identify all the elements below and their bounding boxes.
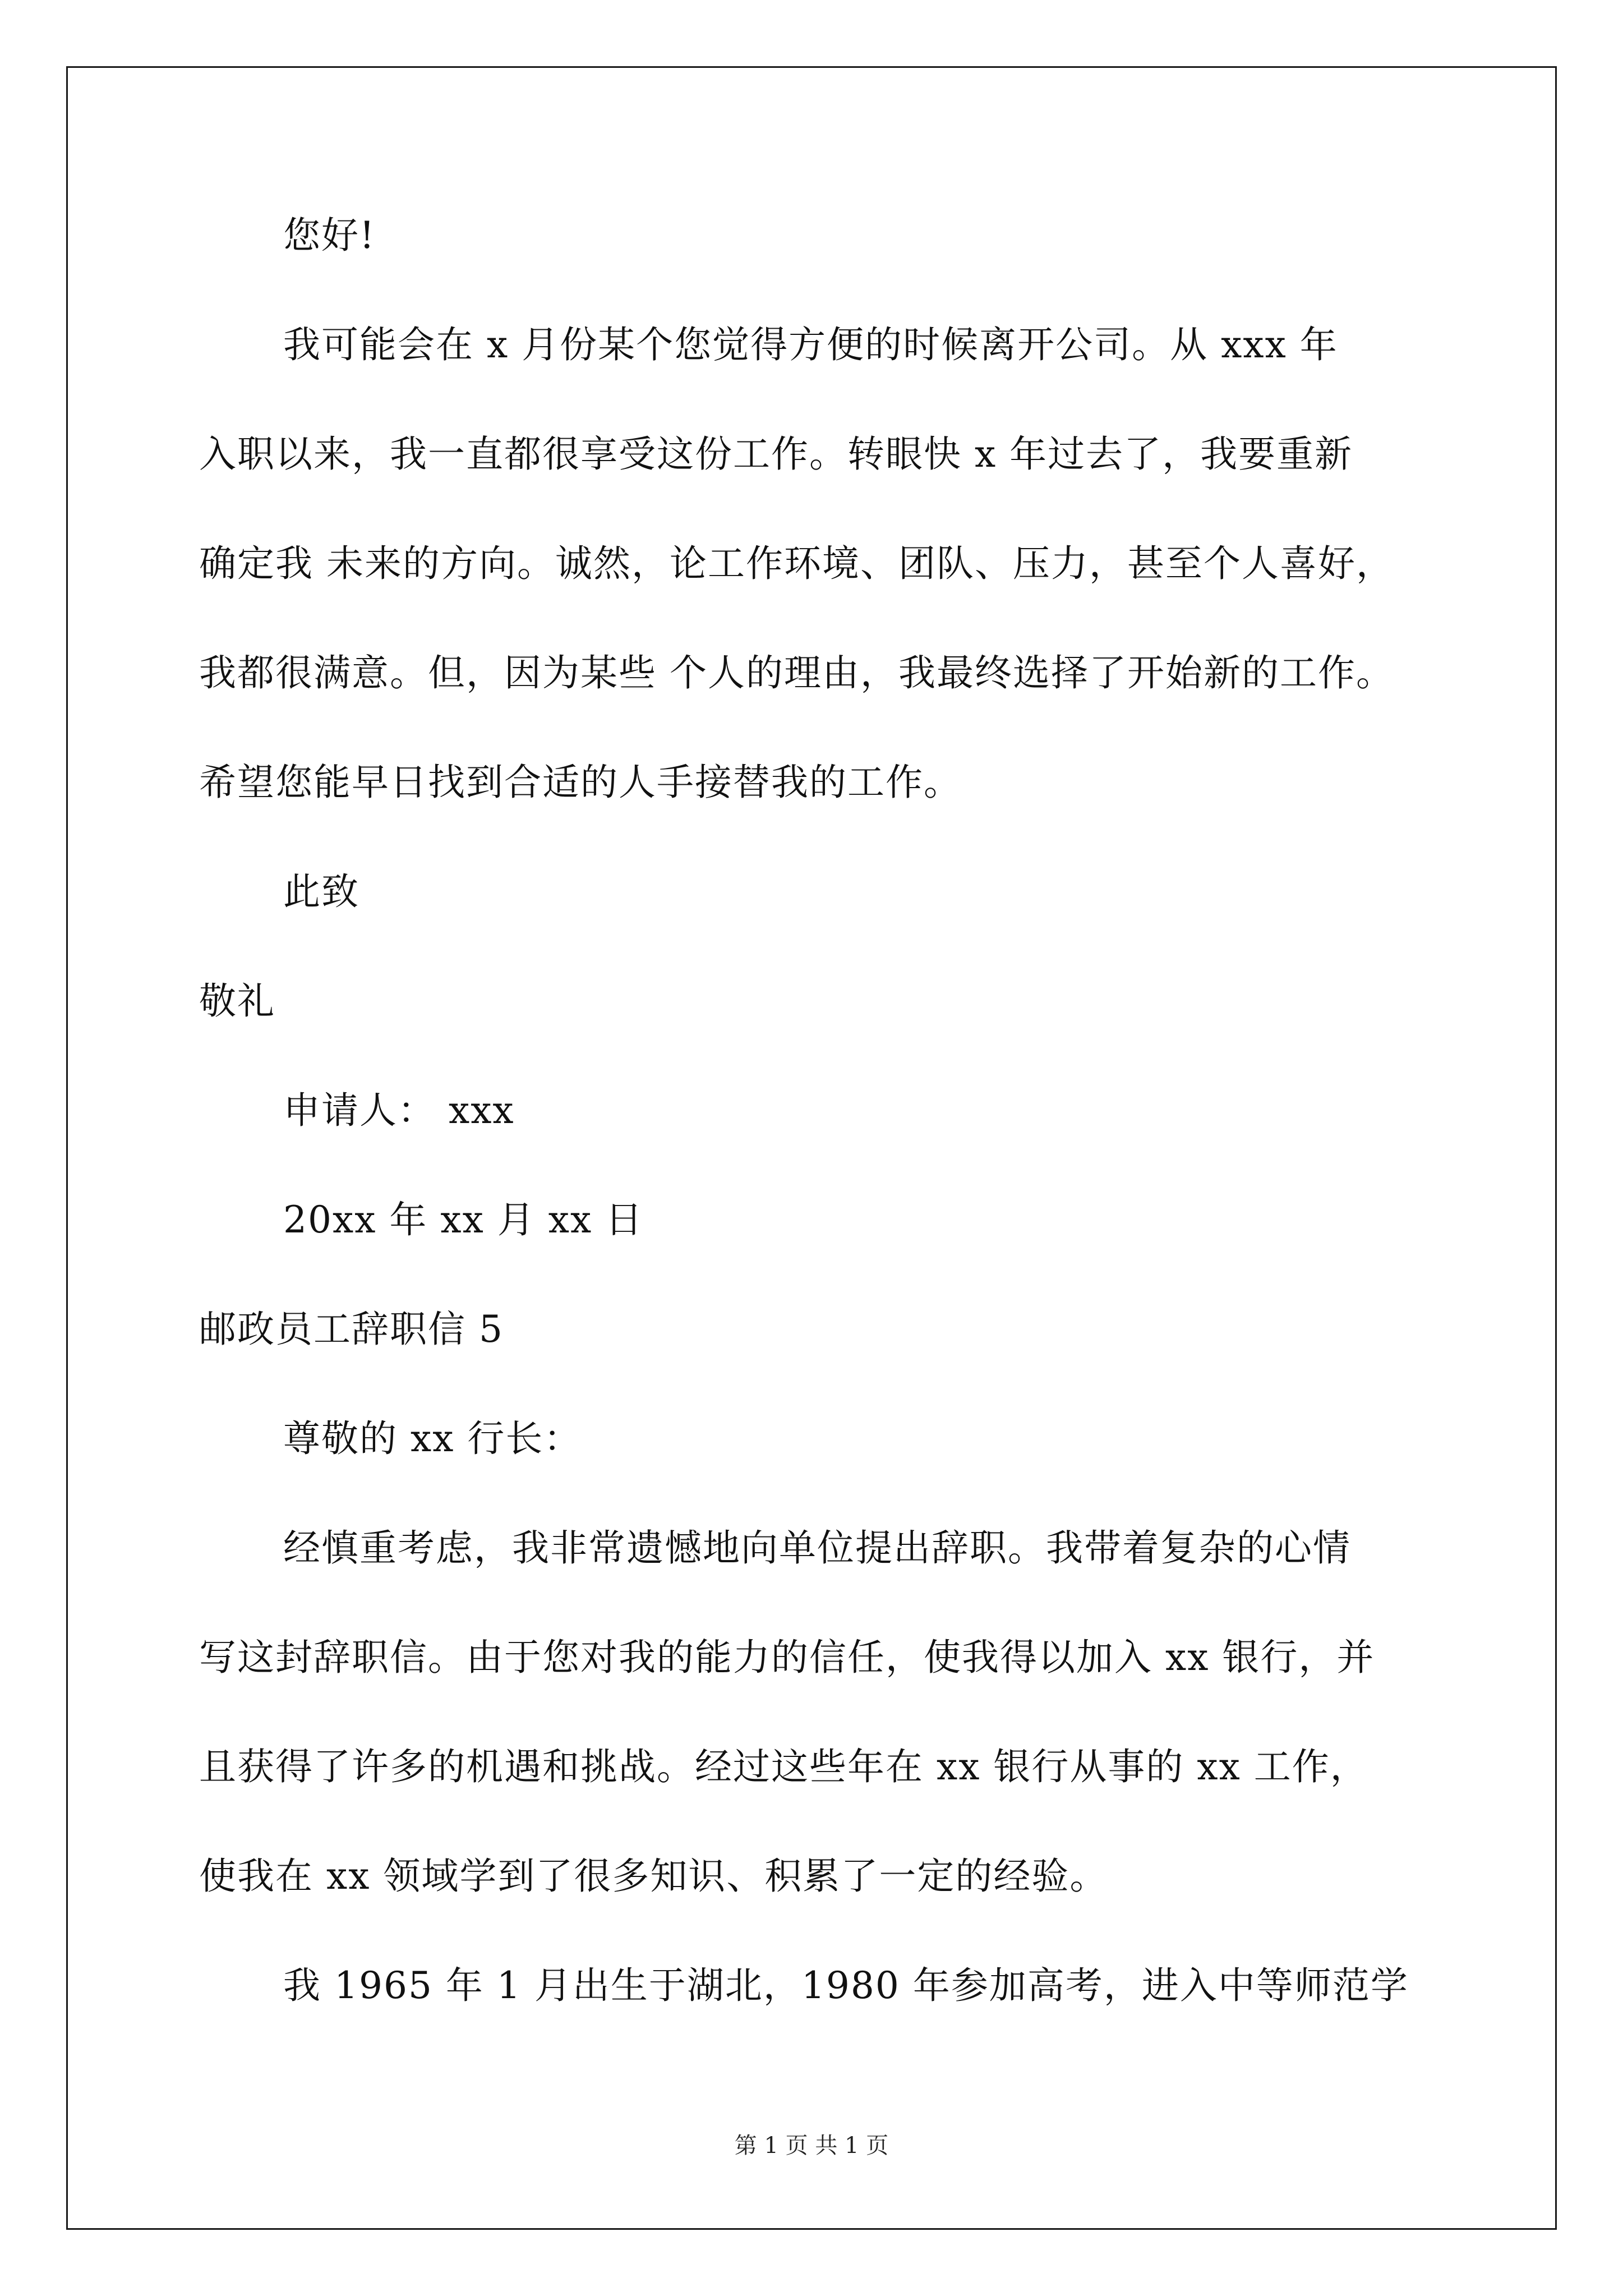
paragraph-line: 确定我 未来的方向。诚然，论工作环境、团队、压力，甚至个人喜好， <box>199 542 1394 585</box>
date-line: 20xx 年 xx 月 xx 日 <box>283 1198 644 1241</box>
section-title: 邮政员工辞职信 5 <box>199 1308 504 1351</box>
page-border <box>66 66 1557 2230</box>
paragraph-line: 希望您能早日找到合适的人手接替我的工作。 <box>199 761 962 804</box>
closing-regards: 敬礼 <box>199 979 275 1023</box>
paragraph-line: 入职以来，我一直都很享受这份工作。转眼快 x 年过去了，我要重新 <box>199 432 1353 476</box>
recipient-line: 尊敬的 xx 行长： <box>283 1417 582 1460</box>
paragraph-line: 我可能会在 x 月份某个您觉得方便的时候离开公司。从 xxx 年 <box>283 323 1338 366</box>
paragraph-line: 我 1965 年 1 月出生于湖北，1980 年参加高考，进入中等师范学 <box>283 1964 1409 2007</box>
paragraph-line: 写这封辞职信。由于您对我的能力的信任，使我得以加入 xx 银行，并 <box>199 1636 1375 1679</box>
greeting: 您好! <box>283 214 376 257</box>
paragraph-line: 我都很满意。但，因为某些 个人的理由，我最终选择了开始新的工作。 <box>199 651 1394 694</box>
closing-salutation: 此致 <box>283 870 359 913</box>
applicant-line: 申请人： xxx <box>283 1089 515 1132</box>
paragraph-line: 使我在 xx 领域学到了很多知识、积累了一定的经验。 <box>199 1855 1108 1898</box>
paragraph-line: 经慎重考虑，我非常遗憾地向单位提出辞职。我带着复杂的心情 <box>283 1526 1351 1570</box>
page-number: 第 1 页 共 1 页 <box>734 2133 889 2159</box>
paragraph-line: 且获得了许多的机遇和挑战。经过这些年在 xx 银行从事的 xx 工作， <box>199 1745 1368 1788</box>
